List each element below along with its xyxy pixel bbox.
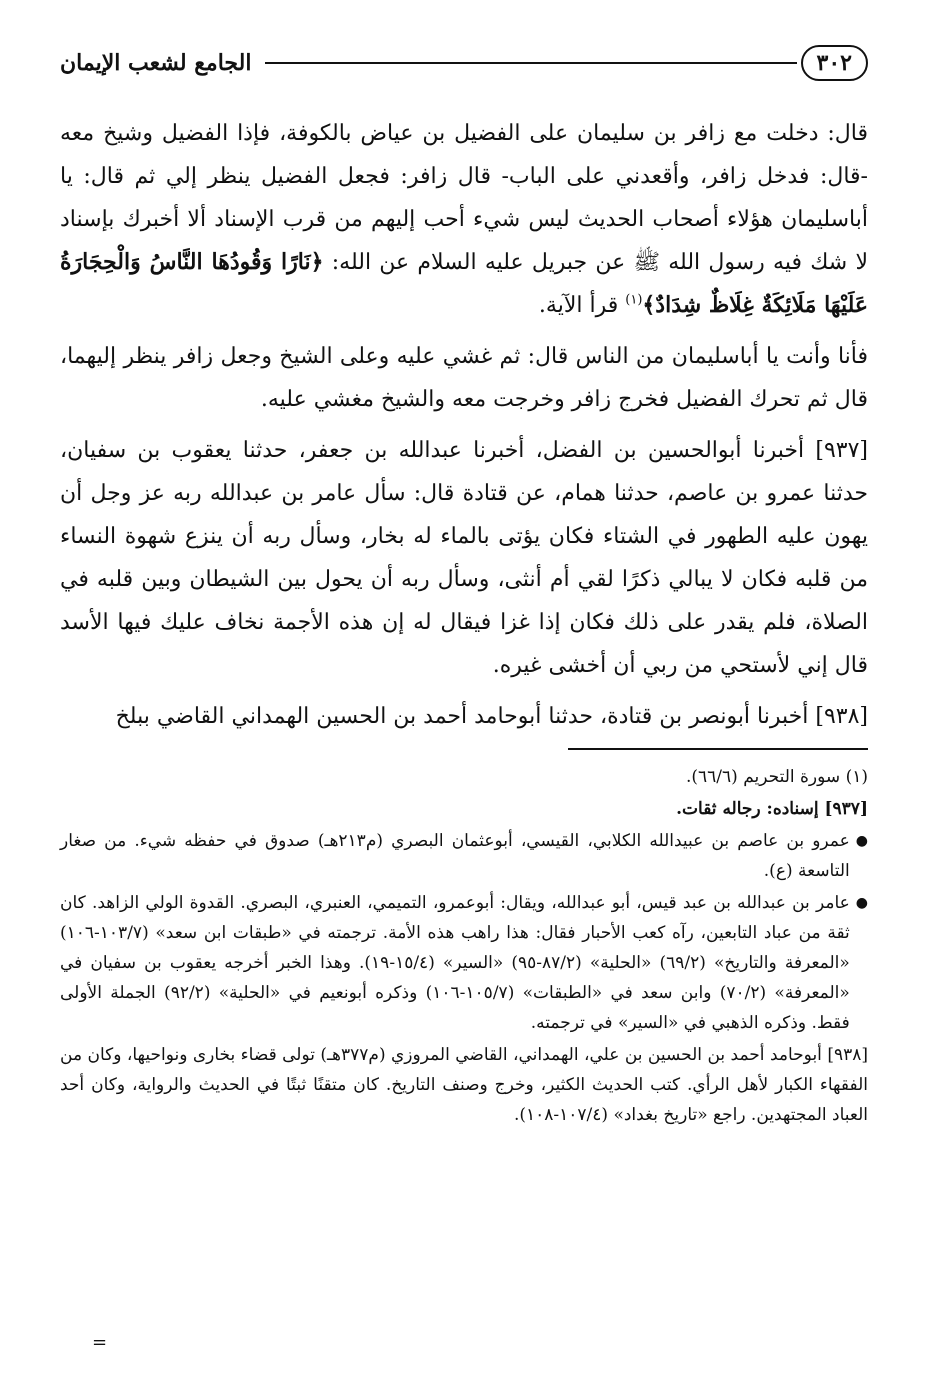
paragraph-938 (60, 695, 868, 738)
footnote-ref-1: (١) (625, 292, 643, 308)
paragraph-937 (60, 429, 868, 687)
footnote-937-bullet-1 (60, 826, 868, 886)
continuation-mark: = (92, 1332, 108, 1353)
footnote-separator (568, 748, 868, 750)
footnote-1: (١) سورة التحريم (٦٦/٦). (685, 767, 868, 787)
paragraph-2: فأنا وأنت يا أباسليمان من الناس قال: ثم غشي عليه وعلى الشيخ وجعل زافر ينظر إليهما، قال ثم تحرك الفضيل فخرج زافر وخرجت معه والشيخ مغشي عليه. (60, 344, 868, 412)
paragraph-937-text: أخبرنا أبوالحسين بن الفضل، أخبرنا عبدالله بن جعفر، حدثنا يعقوب بن سفيان، حدثنا عمرو بن عاصم، حدثنا همام، عن قتادة قال: سأل عامر بن عبدالله ربه عز وجل أن يهون عليه الطهور في الشتاء فكان يؤتى بالماء له بخار، وسأل ربه أن ينزع شهوة النساء من قلبه فكان لا يبالي ذكرًا لقي أم أنثى، وسأل ربه أن يحول بين الشيطان وبين قلبه في الصلاة، فلم يقدر على ذلك فكان إذا غزا فيقال له إن هذه الأجمة نخاف عليك فيها الأسد قال إني لأستحي من ربي أن أخشى غيره. (60, 438, 868, 678)
footnote-937-heading: [٩٣٧] إسناده: رجاله ثقات. (676, 799, 868, 819)
hadith-number-937: [٩٣٧] (815, 438, 868, 463)
footnote-937-bullet-2 (60, 888, 868, 1038)
main-text (60, 112, 868, 738)
hadith-number-938: [٩٣٨] (815, 704, 868, 729)
footnote-937-bullet-2-text: عامر بن عبدالله بن عبد قيس، أبو عبدالله، ويقال: أبوعمرو، التميمي، العنبري، البصري. القدوة الولي الزاهد. كان ثقة من عباد التابعين، رآه كعب الأحبار فقال: هذا راهب هذه الأمة. ترجمته في «طبقات ابن سعد» (١٠٣/٧-١٠٦) «المعرفة والتاريخ» (٦٩/٢) «الحلية» (٨٧/٢-٩٥) «السير» (١٥/٤-١٩). وهذا الخبر أخرجه يعقوب بن سفيان في «المعرفة» (٧٠/٢) وابن سعد في «الطبقات» (١٠٥/٧-١٠٦) وذكره أبونعيم في «الحلية» (٩٢/٢) الجملة الأولى فقط. وذكره الذهبي في «السير» في ترجمته. (60, 893, 850, 1033)
quran-verse: ﴿نَارًا وَقُودُهَا النَّاسُ وَالْحِجَارَةُ عَلَيْهَا مَلَائِكَةٌ غِلَاظٌ شِدَادٌ﴾ (60, 249, 868, 318)
running-title: الجامع لشعب الإيمان (60, 50, 252, 76)
paragraph-1 (60, 112, 868, 327)
page-header (60, 36, 868, 90)
bullet-icon: ● (855, 895, 868, 911)
paragraph-938-text: أخبرنا أبونصر بن قتادة، حدثنا أبوحامد أحمد بن الحسين الهمداني القاضي ببلخ (115, 704, 809, 729)
paragraph-1-text: قال: دخلت مع زافر بن سليمان على الفضيل بن عياض بالكوفة، فإذا الفضيل وشيخ معه -قال: فدخل زافر، وأقعدني على الباب- قال زافر: فجعل الفضيل ينظر إلي ثم قال: يا أباسليمان هؤلاء أصحاب الحديث ليس شيء أحب إليهم من قرب الإسناد ألا أخبرك بإسناد لا شك فيه رسول الله ﷺ عن جبريل عليه السلام عن الله: (60, 121, 868, 275)
page-number: ٣٠٢ (801, 45, 868, 81)
footnote-938: [٩٣٨] أبوحامد أحمد بن الحسين بن علي، الهمداني، القاضي المروزي (م٣٧٧هـ) تولى قضاء بخارى ونواحيها، وكان من الفقهاء الكبار لأهل الرأي. كتب الحديث الكثير، وخرج وصنف التاريخ. كان متقنًا ثبتًا في الحديث والرواية، وكان أحد العباد المجتهدين. راجع «تاريخ بغداد» (١٠٧/٤-١٠٨). (60, 1045, 868, 1125)
bullet-icon: ● (855, 833, 868, 849)
footnotes (60, 762, 868, 1130)
paragraph-1-end: قرأ الآية. (538, 293, 619, 318)
footnote-937-bullet-1-text: عمرو بن عاصم بن عبيدالله الكلابي، القيسي، أبوعثمان البصري (م٢١٣هـ) صدوق في حفظه شيء. من صغار التاسعة (ع). (60, 831, 850, 881)
header-rule (265, 62, 796, 64)
